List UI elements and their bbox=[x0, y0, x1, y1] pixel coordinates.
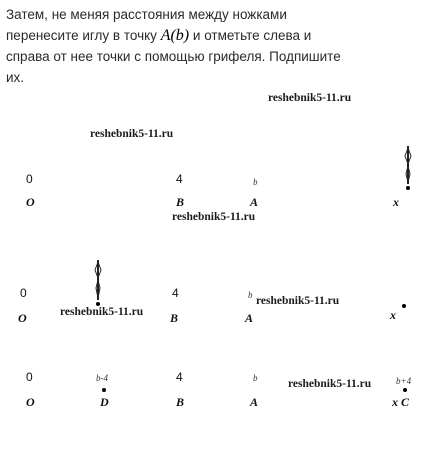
tick-label-b-plus-4: b+4 bbox=[396, 376, 412, 386]
tick-label-b: b bbox=[253, 177, 258, 187]
point-a-label: A(b) bbox=[160, 27, 190, 44]
tick-label-zero: 0 bbox=[20, 286, 27, 300]
point-label-b: B bbox=[176, 195, 185, 209]
instruction-paragraph bbox=[6, 4, 424, 88]
watermark: reshebnik5-11.ru bbox=[288, 378, 372, 390]
instruction-line-2-end: и отметьте слева и bbox=[192, 28, 312, 43]
tick-label-b-minus-4: b-4 bbox=[96, 373, 108, 383]
instruction-line-1: Затем, не меняя расстояния между ножками bbox=[6, 7, 287, 22]
watermark: reshebnik5-11.ru bbox=[268, 92, 352, 104]
tick-label-zero: 0 bbox=[26, 172, 33, 186]
instruction-line-2-start: перенесите иглу в точку bbox=[6, 28, 157, 43]
point-label-c: C bbox=[401, 395, 410, 409]
tick-label-b: b bbox=[248, 290, 253, 300]
instruction-line-3: справа от нее точки с помощью грифеля. Подпишите bbox=[6, 49, 341, 64]
point-label-x: x bbox=[393, 195, 399, 209]
compass-needle-icon bbox=[90, 258, 106, 308]
watermark: reshebnik5-11.ru bbox=[90, 128, 174, 140]
point-label-a: A bbox=[250, 195, 259, 209]
point-label-x: x bbox=[390, 308, 396, 322]
point-label-o: O bbox=[26, 195, 35, 209]
point-label-x: x bbox=[392, 395, 398, 409]
instruction-line-4: их. bbox=[6, 70, 25, 85]
point-c-marker bbox=[403, 388, 407, 392]
point-x-marker bbox=[402, 304, 406, 308]
tick-label-four: 4 bbox=[172, 286, 179, 300]
tick-label-b: b bbox=[253, 373, 258, 383]
point-label-a: A bbox=[245, 311, 254, 325]
watermark: reshebnik5-11.ru bbox=[256, 295, 340, 307]
point-label-a: A bbox=[250, 395, 259, 409]
tick-label-zero: 0 bbox=[26, 370, 33, 384]
watermark: reshebnik5-11.ru bbox=[172, 211, 256, 223]
point-label-o: O bbox=[18, 311, 27, 325]
tick-label-four: 4 bbox=[176, 172, 183, 186]
point-label-b: B bbox=[170, 311, 179, 325]
watermark: reshebnik5-11.ru bbox=[60, 306, 144, 318]
point-label-d: D bbox=[100, 395, 109, 409]
compass-needle-icon bbox=[400, 144, 416, 192]
point-label-o: O bbox=[26, 395, 35, 409]
tick-label-four: 4 bbox=[176, 370, 183, 384]
instruction-line-2 bbox=[6, 25, 424, 46]
point-d-marker bbox=[102, 388, 106, 392]
point-label-b: B bbox=[176, 395, 185, 409]
